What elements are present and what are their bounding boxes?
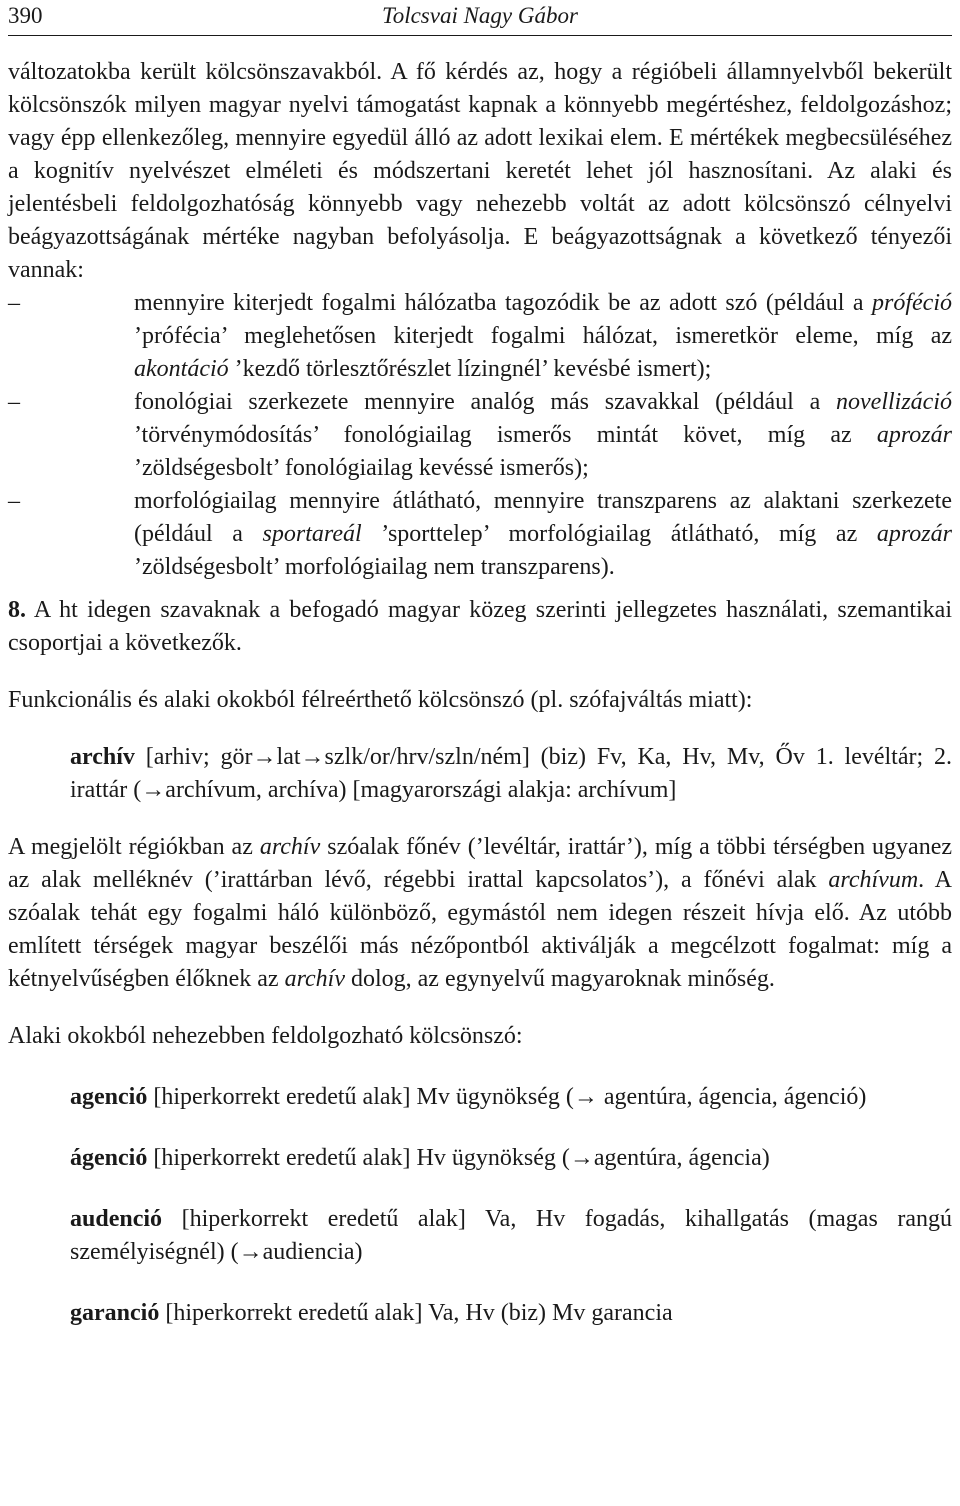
example-word: aprozár	[876, 521, 952, 547]
intro-paragraph: változatokba került kölcsönszavakból. A fő kérdés az, hogy a régióbeli államnyelvből bekerült kölcsönszók milyen magyar nyelvi támogatást kapnak a könnyebb megértéshez, feldolgozáshoz; vagy épp ellenkezőleg, mennyire egyedül álló az adott lexikai elem. E mértékek megbecsüléséhez a kognitív nyelvészet elméleti és módszertani keretét lehet jól hasznosítani. Az alaki és jelentésbeli feldolgozhatóság könnyebb vagy nehezebb voltát az adott kölcsönszó célnyelvi beágyazottságának mértéke nagyban befolyásolja. E beágyazottságnak a következő tényezői vannak:	[8, 59, 952, 283]
list-item: – mennyire kiterjedt fogalmi hálózatba tagozódik be az adott szó (például a próféció ’prófécia’ meglehetősen kiterjedt fogalmi hálózat, ismeretkör eleme, míg az akontáció ’kezdő törlesztőrészlet lízingnél’ kevésbé ismert);	[8, 287, 952, 386]
dictionary-entry-archiv: archív [arhiv; gör→lat→szlk/or/hrv/szln/ném] (biz) Fv, Ka, Hv, Mv, Őv 1. levéltár; 2. irattár (→archívum, archíva) [magyarországi alakja: archívum]	[70, 744, 952, 803]
page-body	[8, 56, 952, 1330]
example-word: akontáció	[134, 356, 229, 382]
headword: ágenció	[70, 1145, 148, 1171]
headword: agenció	[70, 1084, 148, 1110]
dash-marker: –	[8, 389, 20, 415]
headword: audenció	[70, 1206, 163, 1232]
dictionary-entry-garancio: garanció [hiperkorrekt eredetű alak] Va, Hv (biz) Mv garancia	[70, 1300, 673, 1326]
list-item: – morfológiailag mennyire átlátható, mennyire transzparens az alaktani szerkezete (például a sportareál ’sporttelep’ morfológiailag átlátható, míg az aprozár ’zöldségesbolt’ morfológiailag nem transzparens).	[8, 485, 952, 584]
section-number: 8.	[8, 597, 26, 623]
list-item: – fonológiai szerkezete mennyire analóg más szavakkal (például a novellizáció ’törvénymódosítás’ fonológiailag ismerős mintát követ, míg az aprozár ’zöldségesbolt’ fonológiailag kevéssé ismerős);	[8, 386, 952, 485]
example-word: sportareál	[262, 521, 362, 547]
example-word: novellizáció	[836, 389, 952, 415]
running-header	[8, 0, 952, 32]
example-word: aprozár	[876, 422, 952, 448]
factor-list	[8, 287, 952, 584]
headword: archív	[70, 744, 135, 770]
example-word: próféció	[872, 290, 952, 316]
header-rule	[8, 35, 952, 36]
functional-heading: Funkcionális és alaki okokból félreérthető kölcsönszó (pl. szófajváltás miatt):	[8, 687, 753, 713]
dash-marker: –	[8, 290, 20, 316]
section-8-paragraph: 8. A ht idegen szavaknak a befogadó magyar közeg szerinti jellegzetes használati, szemantikai csoportjai a következők.	[8, 597, 952, 656]
running-head-author: Tolcsvai Nagy Gábor	[382, 3, 578, 28]
archiv-explanation-paragraph: A megjelölt régiókban az archív szóalak főnév (’levéltár, irattár’), míg a többi térségben ugyanez az alak melléknév (’irattárban lévő, régebbi irattal kapcsolatos’), a főnévi alak archívum. A szóalak tehát egy fogalmi háló különböző, egymástól nem idegen részeit hívja elő. Az utóbb említett térségek magyar beszélői más nézőpontból aktiválják a megcélzott fogalmat: míg a kétnyelvűségben élőknek az archív dolog, az egynyelvű magyaroknak minőség.	[8, 834, 953, 992]
dictionary-entry-agencio-accented: ágenció [hiperkorrekt eredetű alak] Hv ügynökség (→agentúra, ágencia)	[70, 1145, 770, 1171]
headword: garanció	[70, 1300, 160, 1326]
dash-marker: –	[8, 488, 20, 514]
dictionary-entry-agencio: agenció [hiperkorrekt eredetű alak] Mv ügynökség (→ agentúra, ágencia, ágenció)	[70, 1084, 867, 1110]
formal-heading: Alaki okokból nehezebben feldolgozható kölcsönszó:	[8, 1023, 523, 1049]
dictionary-entry-audencio: audenció [hiperkorrekt eredetű alak] Va, Hv fogadás, kihallgatás (magas rangú személyiségnél) (→audiencia)	[70, 1206, 952, 1265]
page-number: 390	[8, 3, 43, 28]
